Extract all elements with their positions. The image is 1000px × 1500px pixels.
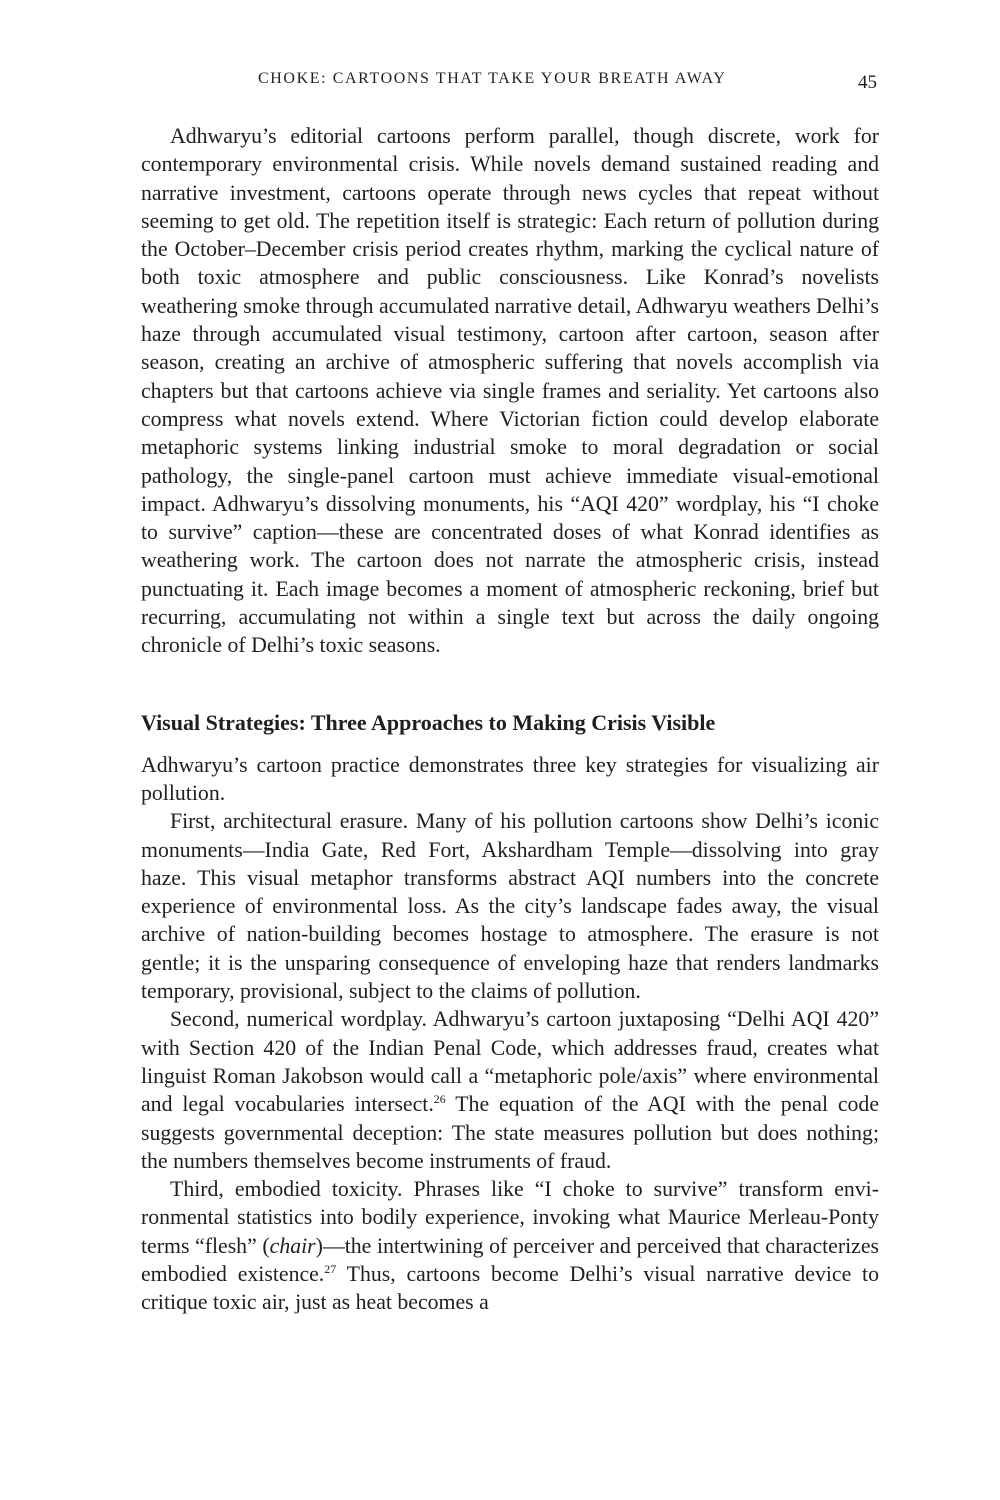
paragraph bbox=[141, 1005, 879, 1175]
section-heading: Visual Strategies: Three Approaches to Making Crisis Visible bbox=[141, 709, 716, 735]
paragraph-text: Second, numerical wordplay. Adhwaryu’s cartoon juxtaposing “Delhi AQI 420” with Section 420 of the Indian Penal Code, which addresses fraud, creates what linguist Roman Jakobson would call a “metaphoric pole/axis” where environmental and legal vocabularies intersect. bbox=[141, 1007, 879, 1117]
body-text bbox=[141, 122, 879, 1317]
running-head: CHOKE: CARTOONS THAT TAKE YOUR BREATH AWAY bbox=[258, 70, 727, 87]
paragraph-text: Third, embodied toxicity. Phrases like “I choke to survive” transform environmental statistics into bodily experience, invoking what Maurice Merleau-Ponty terms “flesh” ( bbox=[141, 1177, 879, 1258]
footnote-ref[interactable]: 26 bbox=[433, 1092, 446, 1107]
footnote-ref[interactable]: 27 bbox=[324, 1261, 337, 1276]
paragraph-text: Thus, cartoons become Delhi’s visual narrative device to critique toxic air, just as heat becomes a bbox=[141, 1261, 879, 1315]
paragraph: First, architectural erasure. Many of his pollution cartoons show Delhi’s iconic monuments—India Gate, Red Fort, Akshardham Temple—dissolving into gray haze. This visual metaphor transforms abstract AQI numbers into the concrete experience of environmental loss. As the city’s landscape fades away, the visual archive of nation-building becomes hostage to atmosphere. The erasure is not gentle; it is the unsparing consequence of enveloping haze that renders landmarks temporary, provisional, subject to the claims of pollution. bbox=[141, 809, 879, 1004]
paragraph bbox=[141, 1175, 879, 1316]
paragraph: Adhwaryu’s cartoon practice demonstrates three key strategies for visualizing air pollution. bbox=[141, 752, 879, 805]
italic-term: chair bbox=[269, 1233, 316, 1258]
page-number: 45 bbox=[858, 72, 877, 93]
paragraph: Adhwaryu’s editorial cartoons perform parallel, though discrete, work for contemporary environmental crisis. While novels demand sustained reading and narrative investment, cartoons operate through news cycles that repeat without seeming to get old. The repetition itself is strategic: Each return of pollution during the October–December crisis period creates rhythm, marking the cyclical nature of both toxic atmosphere and public consciousness. Like Konrad’s novelists weathering smoke through accumulated narrative detail, Adhwaryu weathers Delhi’s haze through accumulated visual testimony, cartoon after cartoon, season after season, creating an archive of atmospheric suffering that novels accomplish via chapters but that cartoons achieve via single frames and seriality. Yet cartoons also compress what novels extend. Where Victorian fiction could develop elaborate metaphoric systems linking industrial smoke to moral degradation or social pathology, the single-panel cartoon must achieve immediate visual-emotional impact. Adhwaryu’s dissolving monuments, his “AQI 420” wordplay, his “I choke to survive” caption—these are concentrated doses of what Konrad identifies as weathering work. The cartoon does not narrate the atmospheric crisis, instead punctuating it. Each image becomes a moment of atmospheric reckoning, brief but recurring, accumulating not within a single text but across the daily ongoing chronicle of Delhi’s toxic seasons. bbox=[141, 124, 879, 658]
paragraph-text: )—the intertwining of perceiver and perceived that characterizes embodied existence. bbox=[141, 1233, 879, 1286]
paragraph-text: The equation of the AQI with the penal code suggests governmental deception: The state measures pollution but does nothing; the numbers themselves become instruments of fraud. bbox=[141, 1092, 879, 1173]
